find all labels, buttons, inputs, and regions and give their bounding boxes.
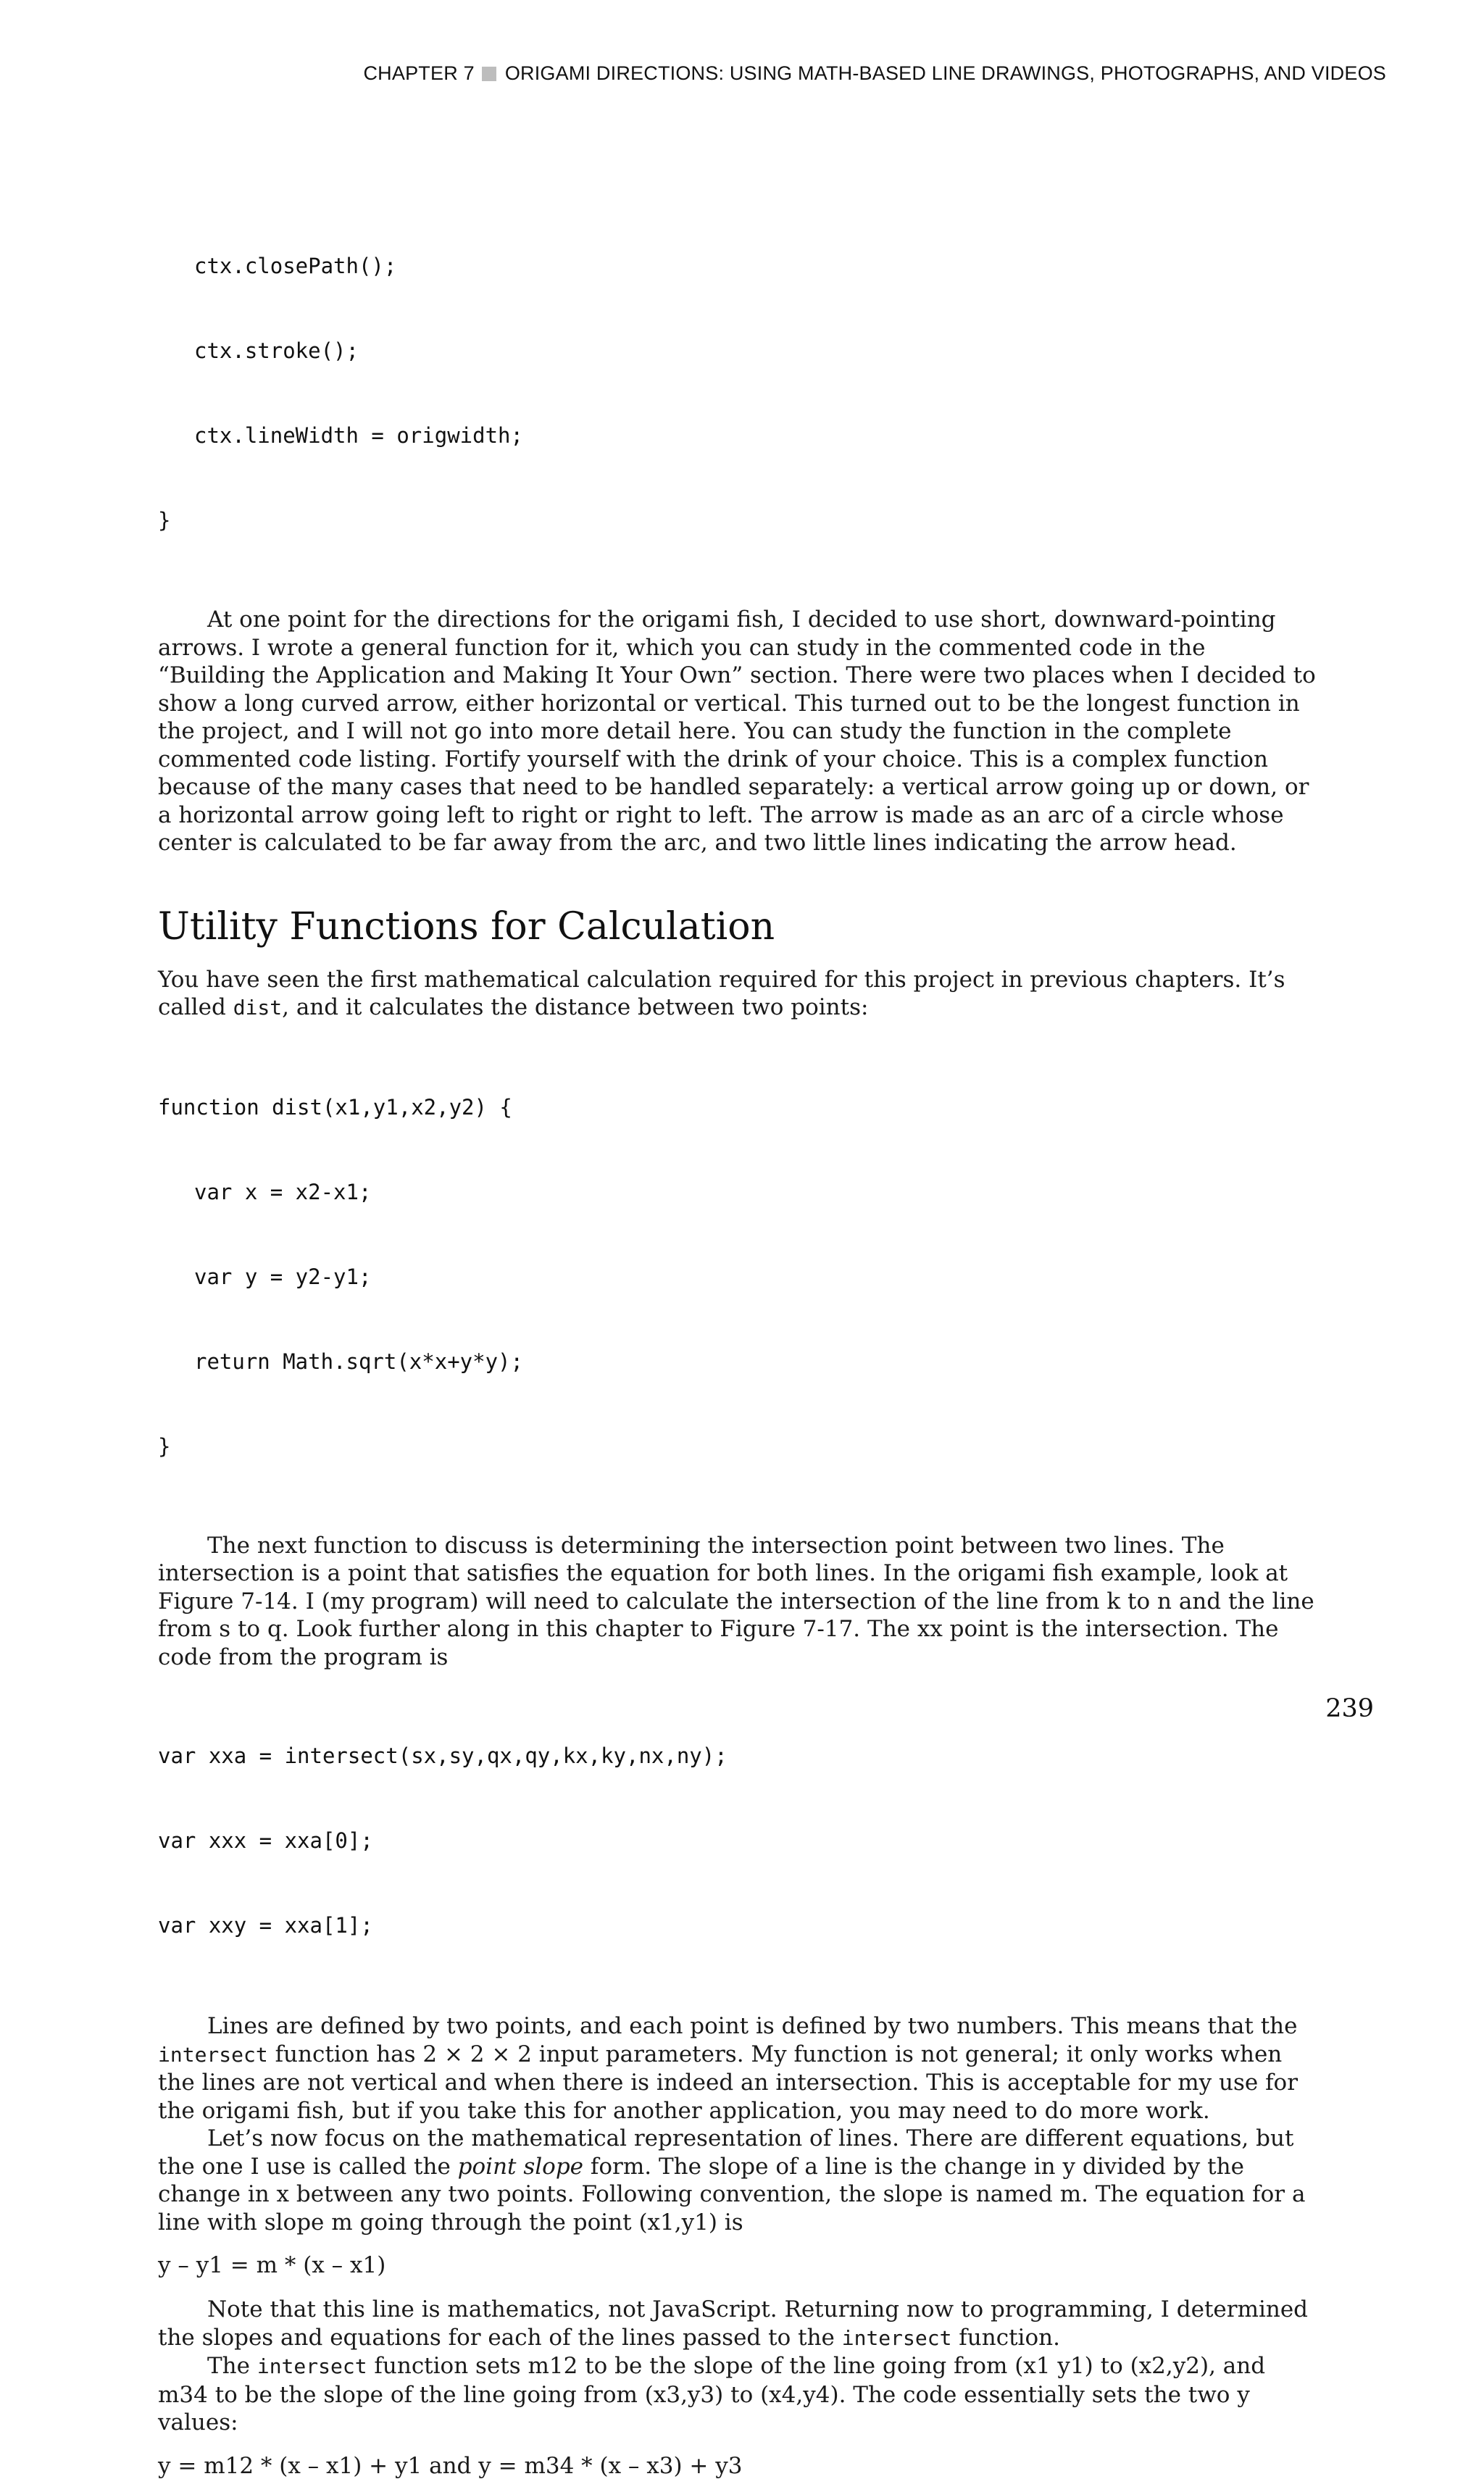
paragraph-point-slope: Let’s now focus on the mathematical representation of lines. There are different equations, but the one I use is called the point slope form. The slope of a line is the change in y divided by the change in x between any two points. Following convention, the slope is named m. The equation for a line with slope m going through the point (x1,y1) is: [158, 2125, 1306, 2236]
italic-term: point slope: [457, 2153, 584, 2180]
paragraph-math-note: Note that this line is mathematics, not JavaScript. Returning now to programming, I determined the slopes and equations for each of the lines passed to the intersect function.: [158, 2296, 1309, 2351]
paragraph-arrows: At one point for the directions for the origami fish, I decided to use short, downward-pointing arrows. I wrote a general function for it, which you can study in the commented code in the “Building the Application and Making It Your Own” section. There were two places when I decided to show a long curved arrow, either horizontal or vertical. This turned out to be the longest function in the project, and I will not go into more detail here. You can study the function in the complete commented code listing. Fortify yourself with the drink of your choice. This is a complex function because of the many cases that need to be handled separately: a vertical arrow going up or down, or a horizontal arrow going left to right or right to left. The arrow is made as an arc of a circle whose center is calculated to be far away from the arc, and two little lines indicating the arrow head.: [158, 607, 1316, 856]
code-block-arrow-end: [158, 196, 1317, 591]
code-line: var x = x2-x1;: [194, 1179, 372, 1204]
equation-point-slope: y – y1 = m * (x – x1): [158, 2252, 386, 2278]
code-line: function dist(x1,y1,x2,y2) {: [158, 1094, 512, 1120]
chapter-label: CHAPTER 7: [363, 62, 475, 84]
code-line: var xxy = xxa[1];: [158, 1913, 373, 1938]
inline-code-intersect: intersect: [158, 2042, 268, 2067]
code-line: return Math.sqrt(x*x+y*y);: [194, 1349, 523, 1374]
code-line: }: [158, 1433, 171, 1459]
equation-two-lines: y = m12 * (x – x1) + y1 and y = m34 * (x – x3) + y3: [158, 2452, 743, 2479]
chapter-title: ORIGAMI DIRECTIONS: USING MATH-BASED LINE DRAWINGS, PHOTOGRAPHS, AND VIDEOS: [504, 62, 1386, 84]
code-line: ctx.stroke();: [194, 338, 359, 363]
code-line: }: [158, 508, 171, 533]
inline-code-intersect: intersect: [841, 2325, 952, 2350]
inline-code-intersect: intersect: [257, 2354, 367, 2378]
code-block-dist: [158, 1037, 1317, 1517]
code-block-intersect-call: [158, 1686, 1317, 1996]
paragraph-intersection: The next function to discuss is determining the intersection point between two lines. The intersection is a point that satisfies the equation for both lines. In the origami fish example, look at Figure 7-14. I (my program) will need to calculate the intersection of the line from k to n and the line from s to q. Look further along in this chapter to Figure 7-17. The xx point is the intersection. The code from the program is: [158, 1532, 1314, 1670]
code-line: ctx.closePath();: [194, 254, 397, 278]
inline-code-dist: dist: [233, 996, 283, 1020]
code-line: var xxa = intersect(sx,sy,qx,qy,kx,ky,nx,ny);: [158, 1743, 728, 1768]
page-body: [158, 196, 1317, 2479]
paragraph-lines-defined: Lines are defined by two points, and each point is defined by two numbers. This means that the intersect function has 2 × 2 × 2 input parameters. My function is not general; it only works when the lines are not vertical and when there is indeed an intersection. This is acceptable for my use for the origami fish, but if you take this for another application, you may need to do more work.: [158, 2013, 1298, 2124]
paragraph-slopes: The intersect function sets m12 to be the slope of the line going from (x1 y1) to (x2,y2), and m34 to be the slope of the line going from (x3,y3) to (x4,y4). The code essentially sets the two y values:: [158, 2353, 1266, 2436]
running-head: [363, 62, 1386, 85]
code-line: var y = y2-y1;: [194, 1264, 372, 1289]
section-heading: Utility Functions for Calculation: [158, 904, 775, 949]
code-line: var xxx = xxa[0];: [158, 1828, 373, 1853]
paragraph-dist-intro: You have seen the first mathematical calculation required for this project in previous chapters. It’s called dist, and it calculates the distance between two points:: [158, 966, 1285, 1020]
code-line: ctx.lineWidth = origwidth;: [194, 423, 523, 448]
separator-square-icon: [482, 67, 496, 81]
page-number: 239: [1325, 1694, 1374, 1723]
